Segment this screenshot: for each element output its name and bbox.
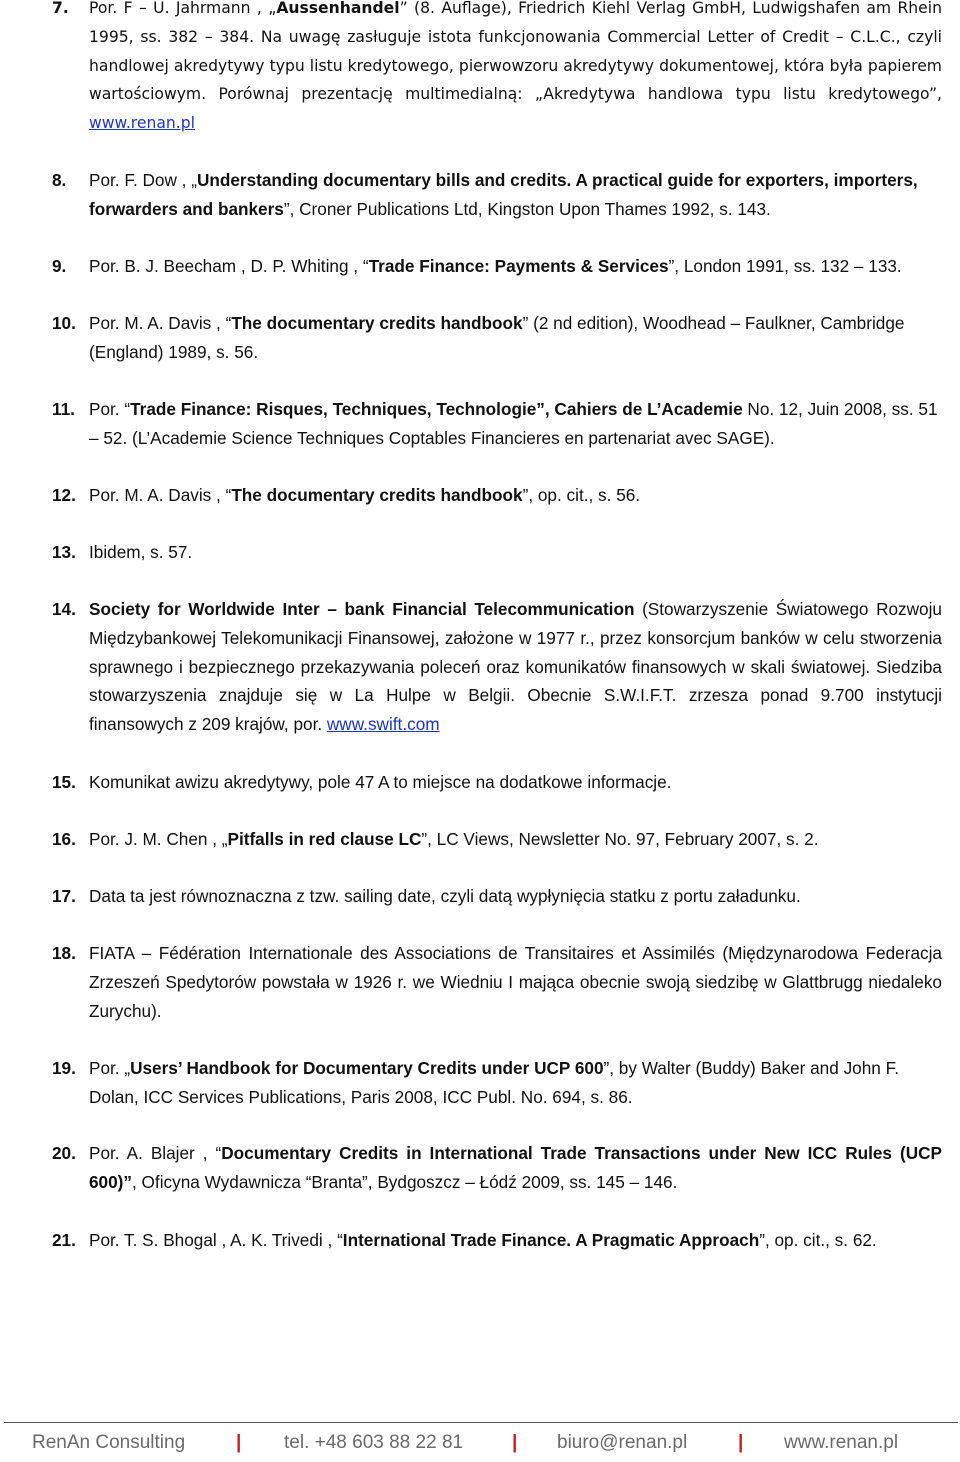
footer-divider bbox=[4, 1422, 958, 1423]
footnote-text bbox=[89, 1226, 942, 1255]
citation-text: Por. B. J. Beecham , D. P. Whiting , “ bbox=[89, 256, 369, 276]
footer-website[interactable]: www.renan.pl bbox=[784, 1432, 899, 1453]
footnote-text bbox=[89, 0, 942, 138]
citation-text: (Stowarzyszenie Światowego Rozwoju Międzybankowej Telekomunikacji Finansowej, założone w 1977 r., przez konsorcjum banków w celu stworzenia sprawnego i bezpiecznego przekazywania poleceń oraz komunikatów finansowych w skali światowej. Siedziba stowarzyszenia znajduje się w La Hulpe w Belgii. Obecnie S.W.I.F.T. zrzesza ponad 9.700 instytucji finansowych z 209 krajów, por. bbox=[89, 599, 942, 735]
footnote-12 bbox=[52, 481, 942, 510]
citation-text: Ibidem, s. 57. bbox=[89, 542, 193, 562]
footnote-18 bbox=[52, 939, 942, 1025]
footnote-text bbox=[89, 825, 942, 854]
citation-text: ”, op. cit., s. 56. bbox=[522, 485, 641, 505]
footnote-text bbox=[89, 1054, 942, 1112]
citation-text: Por. F. Dow , „ bbox=[89, 170, 197, 190]
citation-text: Por. M. A. Davis , “ bbox=[89, 485, 232, 505]
footnote-text bbox=[89, 882, 942, 911]
footnote-number: 7. bbox=[52, 0, 69, 17]
footnote-number: 11. bbox=[52, 399, 75, 419]
footer-separator: | bbox=[738, 1432, 744, 1453]
footnote-text bbox=[89, 595, 942, 739]
hyperlink[interactable]: www.renan.pl bbox=[89, 114, 195, 133]
citation-title: The documentary credits handbook bbox=[231, 313, 523, 333]
footnote-9 bbox=[52, 252, 942, 281]
citation-title: Aussenhandel bbox=[276, 0, 400, 17]
footnote-19 bbox=[52, 1054, 942, 1112]
footnote-8 bbox=[52, 166, 942, 224]
citation-text: FIATA – Fédération Internationale des Associations de Transitaires et Assimilés (Międzynarodowa Federacja Zrzeszeń Spedytorów powstała w 1926 r. we Wiedniu I mająca obecnie swoją siedzibę w Glattbrugg niedaleko Zurychu). bbox=[89, 943, 942, 1021]
footer-phone: tel. +48 603 88 22 81 bbox=[284, 1432, 464, 1453]
citation-text: ”, Croner Publications Ltd, Kingston Upon Thames 1992, s. 143. bbox=[283, 198, 771, 219]
footnote-21 bbox=[52, 1226, 942, 1255]
footer-company: RenAn Consulting bbox=[32, 1432, 186, 1453]
footnote-10 bbox=[52, 309, 942, 367]
citation-text: Por. J. M. Chen , „ bbox=[89, 829, 228, 849]
footnote-number: 9. bbox=[52, 256, 67, 276]
citation-text: Por. M. A. Davis , “ bbox=[89, 313, 232, 333]
footnote-text bbox=[89, 1139, 942, 1197]
citation-text: Por. “ bbox=[89, 399, 131, 419]
page-footer bbox=[0, 1432, 960, 1460]
footnote-text bbox=[89, 166, 942, 224]
footnote-number: 20. bbox=[52, 1143, 76, 1163]
footnote-number: 10. bbox=[52, 313, 76, 333]
citation-title: Trade Finance: Payments & Services bbox=[368, 256, 669, 276]
citation-title: Understanding documentary bills and credits. A practical guide for exporters, importers, forwarders and bankers bbox=[89, 170, 918, 219]
citation-text: , Oficyna Wydawnicza “Branta”, Bydgoszcz – Łódź 2009, ss. 145 – 146. bbox=[132, 1171, 678, 1192]
citation-text: Data ta jest równoznaczna z tzw. sailing date, czyli datą wypłynięcia statku z portu załadunku. bbox=[89, 886, 801, 906]
footnote-number: 19. bbox=[52, 1058, 76, 1078]
footnote-20 bbox=[52, 1139, 942, 1197]
citation-text: No. 12, Juin 2008, ss. 51 – 52. (L’Academie Science Techniques Coptables Financieres en partenariat avec SAGE). bbox=[89, 399, 938, 448]
footnote-text bbox=[89, 252, 942, 281]
citation-text: ”, by Walter (Buddy) Baker and John F. Dolan, ICC Services Publications, Paris 2008, ICC Publ. No. 694, s. 86. bbox=[89, 1058, 899, 1107]
footer-separator: | bbox=[512, 1432, 518, 1453]
footnote-text bbox=[89, 395, 942, 453]
citation-text: Por. A. Blajer , “ bbox=[89, 1143, 222, 1163]
citation-text: Komunikat awizu akredytywy, pole 47 A to miejsce na dodatkowe informacje. bbox=[89, 772, 672, 792]
footnote-13 bbox=[52, 538, 942, 567]
citation-title: Users’ Handbook for Documentary Credits under UCP 600 bbox=[130, 1058, 604, 1078]
footnote-number: 16. bbox=[52, 829, 76, 849]
footnote-number: 18. bbox=[52, 943, 76, 963]
footnote-text bbox=[89, 481, 942, 510]
citation-text: Por. „ bbox=[89, 1058, 131, 1078]
footnote-number: 8. bbox=[52, 170, 67, 190]
footnote-number: 14. bbox=[52, 599, 76, 619]
citation-text: ” (2 nd edition), Woodhead – Faulkner, Cambridge (England) 1989, s. 56. bbox=[89, 313, 905, 362]
footnote-number: 17. bbox=[52, 886, 76, 906]
footnote-7 bbox=[52, 0, 942, 138]
citation-text: ”, London 1991, ss. 132 – 133. bbox=[668, 256, 902, 276]
citation-text: ” (8. Auflage), Friedrich Kiehl Verlag GmbH, Ludwigshafen am Rhein 1995, ss. 382 – 384. Na uwagę zasługuje istota funkcjonowania Commercial Letter of Credit – C.L.C., czyli handlowej akredytywy typu listu kredytowego, pierwowzoru akredytywy dokumentowej, która była papierem wartościowym. Porównaj prezentację multimedialną: „Akredytywa handlowa typu listu kredytowego”, bbox=[89, 0, 942, 104]
citation-title: Pitfalls in red clause LC bbox=[227, 829, 422, 849]
citation-text: ”, op. cit., s. 62. bbox=[759, 1230, 877, 1250]
footnote-14 bbox=[52, 595, 942, 739]
footnote-15 bbox=[52, 768, 942, 797]
footnote-number: 15. bbox=[52, 772, 76, 792]
citation-title: The documentary credits handbook bbox=[231, 485, 523, 505]
citation-title: Society for Worldwide Inter – bank Financial Telecommunication bbox=[89, 599, 635, 619]
footnote-16 bbox=[52, 825, 942, 854]
citation-title: Documentary Credits in International Trade Transactions under New ICC Rules (UCP 600)” bbox=[89, 1143, 942, 1192]
footnote-number: 21. bbox=[52, 1230, 76, 1250]
footnote-text bbox=[89, 768, 942, 797]
citation-text: ”, LC Views, Newsletter No. 97, February 2007, s. 2. bbox=[421, 829, 819, 849]
footnote-17 bbox=[52, 882, 942, 911]
citation-text: Por. T. S. Bhogal , A. K. Trivedi , “ bbox=[89, 1230, 343, 1250]
citation-text: Por. F – U. Jahrmann , „ bbox=[89, 0, 277, 17]
footnote-number: 13. bbox=[52, 542, 76, 562]
hyperlink[interactable]: www.swift.com bbox=[326, 714, 440, 735]
footer-separator: | bbox=[236, 1432, 242, 1453]
citation-title: Trade Finance: Risques, Techniques, Technologie”, Cahiers de L’Academie bbox=[130, 399, 743, 419]
footnote-text bbox=[89, 538, 942, 567]
citation-title: International Trade Finance. A Pragmatic Approach bbox=[342, 1230, 760, 1250]
footnote-text bbox=[89, 939, 942, 1025]
footnote-number: 12. bbox=[52, 485, 76, 505]
footnote-11 bbox=[52, 395, 942, 453]
footnote-text bbox=[89, 309, 942, 367]
footer-email[interactable]: biuro@renan.pl bbox=[557, 1432, 688, 1453]
